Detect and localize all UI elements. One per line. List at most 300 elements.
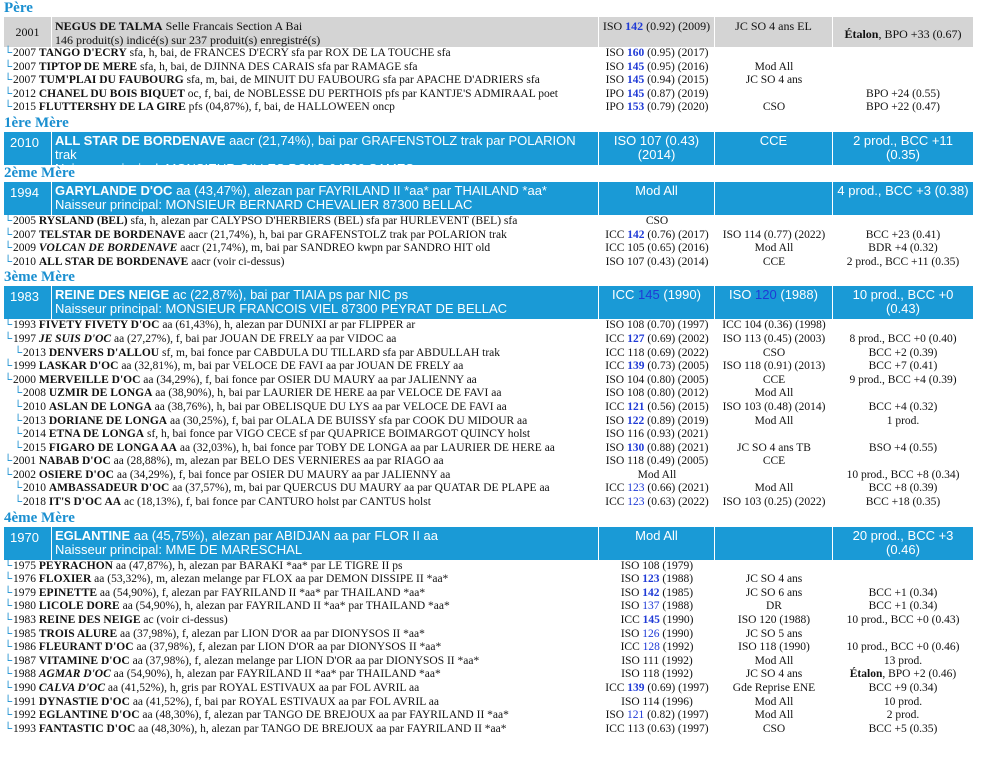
offspring-summary: 10 prod. [883,695,923,708]
horse-pedigree: aacr (21,74%), h, bai par GRAFENSTOLZ trak par POLARION trak [185,228,507,241]
index-value: 123 [627,496,645,509]
row-discipline: JC SO 4 ans [745,74,803,87]
row-index [599,723,715,737]
row-discipline: Mod All [754,482,794,495]
box-index [599,182,715,215]
horse-name-link: RYSLAND (BEL) [38,214,128,227]
horse-pedigree: sf, h, bai fonce par VIGO CECE sf par QUAPRICE BOIMARGOT QUINCY holst [144,428,531,441]
row-description [4,573,599,587]
row-discipline: ISO 118 (1990) [738,641,810,654]
horse-pedigree: aa (34,29%), f, bai fonce par OSIER DU MAURY aa par JALIENNY aa [140,373,477,386]
row-index [599,215,715,229]
tree-connector-icon: └ [4,709,13,722]
horse-pedigree: aa (54,90%), h, alezan par FAYRILAND II *aa* par THAILAND *aa* [110,668,441,681]
horse-pedigree: aa (38,76%), h, bai par OBELISQUE DU LYS aa par VELOCE DE FAVI aa [151,400,507,413]
index-label: ISO [605,74,627,87]
row-description [4,374,599,388]
index-value: 145 [638,287,660,303]
row-index [599,101,715,115]
tree-connector-icon: └ [14,346,23,359]
row-index [599,696,715,710]
row-index [599,496,715,510]
horse-name-link: DYNASTIE D'OC [38,695,130,708]
row-year: 2013 [23,346,46,359]
box-year: 1994 [4,182,52,215]
row-description [4,360,599,374]
row-year: 2008 [23,387,46,400]
tree-connector-icon: └ [4,641,13,654]
row-year: 1990 [13,682,36,694]
row-description [4,641,599,655]
row-index [599,573,715,587]
index-label: ISO 118 (1992) [621,668,693,681]
horse-name-link: EGLANTINE [55,527,131,543]
table-row [4,401,973,415]
row-index [599,360,715,374]
row-description [4,587,599,601]
row-description [4,88,599,102]
row-year: 1976 [13,573,36,586]
row-index [599,319,715,333]
table-row [4,682,973,696]
offspring-summary: 2 prod. [886,709,920,722]
row-description [4,469,599,483]
tree-connector-icon: └ [4,228,13,241]
box-name-line [55,529,595,543]
row-index [599,668,715,682]
row-discipline: JC SO 4 ans [745,573,803,586]
row-description [4,560,599,574]
row-offspring [833,482,973,496]
index-label: ISO [602,19,626,33]
row-description [4,455,599,469]
tree-connector-icon: └ [4,255,13,268]
row-index [599,641,715,655]
index-detail: (1985) [659,586,694,599]
horse-name-link: TIPTOP DE MERE [38,60,138,73]
index-detail: (0.66) (2021) [644,482,709,495]
row-index [599,256,715,270]
row-description [4,401,599,415]
row-year: 1997 [13,332,36,345]
tree-connector-icon: └ [4,586,13,599]
tree-connector-icon: └ [4,614,13,627]
table-row [4,628,973,642]
row-discipline: ISO 103 (0.25) (2022) [722,496,826,509]
row-year: 2014 [23,428,46,441]
horse-name-link: TELSTAR DE BORDENAVE [38,228,186,241]
row-discipline [715,469,833,483]
horse-name-link: FIGARO DE LONGA AA [48,441,177,454]
offspring-summary: 10 prod., BCC +0 (0.43) [852,287,954,317]
tree-connector-icon: └ [4,654,13,667]
tree-connector-icon: └ [4,87,13,100]
row-year: 1991 [13,695,36,708]
index-label: ISO [620,600,643,613]
discipline-label: ISO [729,287,756,303]
row-discipline: CCE [762,455,786,468]
row-index [599,482,715,496]
index-detail: (0.56) (2015) [644,400,709,413]
horse-name-link: JE SUIS D'OC [38,332,112,345]
horse-pedigree: aa (38,90%), h, bai par LAURIER DE HERE aa par VELOCE DE FAVI aa [152,387,502,400]
offspring-summary: 10 prod., BCC +0 (0.46) [846,641,960,654]
table-row [4,482,973,496]
box-index [599,286,715,319]
table-row [4,723,973,737]
index-value: 145 [642,614,660,627]
index-detail: (1992) [659,641,694,654]
row-year: 2012 [13,87,36,100]
tree-connector-icon: └ [14,387,23,400]
horse-name-link: UZMIR DE LONGA [48,387,153,400]
index-label: ISO 108 (0.70) (1997) [605,319,709,332]
tree-connector-icon: └ [14,414,23,427]
index-detail: (1990) [659,287,701,303]
index-value: 160 [626,47,645,59]
index-label: CSO [645,214,669,227]
row-description [4,415,599,429]
index-label: Mod All [635,182,678,198]
row-year: 2001 [13,455,36,468]
tree-connector-icon: └ [4,74,13,87]
offspring-summary: BCC +2 (0.39) [868,346,938,359]
horse-pedigree: sfa, h, bai, de DJINNA DES CARAIS sfa par RAMAGE sfa [137,60,418,73]
horse-pedigree: sfa, h, alezan par CALYPSO D'HERBIERS (BEL) sfa par HURLEVENT (BEL) sfa [127,214,518,227]
row-description [4,723,599,737]
table-row [4,655,973,669]
box-offspring [833,132,973,178]
horse-pedigree: aa (47,87%), h, alezan par BARAKI *aa* par LE TIGRE II ps [113,559,403,572]
row-year: 1986 [13,641,36,654]
row-year: 2010 [23,482,46,495]
row-offspring [833,587,973,601]
row-description [4,61,599,75]
index-value: 142 [625,19,644,33]
discipline-label: JC SO 4 ans EL [735,19,812,33]
row-year: 2018 [23,496,46,509]
box-discipline [715,132,833,178]
horse-description: ac (22,87%), bai par TIAIA ps par NIC ps [169,287,409,303]
box-name-cell [52,182,599,215]
row-index [599,455,715,469]
row-index [599,682,715,696]
index-value: 122 [626,414,645,427]
table-row [4,668,973,682]
offspring-summary: 9 prod., BCC +4 (0.39) [849,373,957,386]
horse-pedigree: aa (34,29%), f, bai fonce par OSIER DU MAURY aa par JALIENNY aa [113,468,451,481]
row-description [4,333,599,347]
row-offspring [833,229,973,243]
row-offspring [833,387,973,401]
row-discipline: CSO [762,722,786,735]
horse-pedigree: aa (54,90%), f, alezan par FAYRILAND II *aa* par THAILAND *aa* [97,586,426,599]
index-value: 123 [627,482,645,495]
section-title: 2ème Mère [4,164,75,181]
index-label: ICC 113 (0.63) (1997) [605,722,709,735]
box-name-cell [52,286,599,319]
table-row [4,455,973,469]
section-title: 4ème Mère [4,509,75,526]
index-value: 121 [626,709,645,722]
offspring-summary: , BPO +33 (0.67) [878,27,962,41]
tree-connector-icon: └ [4,600,13,613]
index-detail: (0.73) (2005) [644,360,709,373]
horse-pedigree: aa (61,43%), h, alezan par DUNIXI ar par FLIPPER ar [159,319,416,332]
horse-description: aacr (21,74%), bai par GRAFENSTOLZ trak par POLARION trak [55,132,576,162]
row-discipline: ISO 120 (1988) [737,614,811,627]
offspring-summary: BCC +5 (0.35) [868,722,938,735]
row-offspring [833,319,973,333]
offspring-summary: 10 prod., BCC +0 (0.43) [846,614,960,627]
status-label: Étalon [849,668,883,681]
horse-pedigree: aacr (21,74%), m, bai par SANDREO kwpn par SANDRO HIT old [177,242,491,255]
row-offspring [833,347,973,361]
tree-connector-icon: └ [14,400,23,413]
horse-pedigree: aa (48,30%), f, alezan par TANGO DE BREJOUX aa par FAYRILAND II *aa* [139,709,509,722]
horse-name-link: FLUTTERSHY DE LA GIRE [38,101,186,114]
index-detail: (0.69) (2002) [644,332,709,345]
row-offspring [833,374,973,388]
index-label: ISO [620,573,643,586]
table-row [4,696,973,710]
tree-connector-icon: └ [14,496,23,509]
index-label: ICC [605,332,628,345]
row-index [599,333,715,347]
row-year: 1992 [13,709,36,722]
status-label: Étalon [844,27,879,41]
row-discipline: ISO 114 (0.77) (2022) [722,228,826,241]
row-offspring [833,401,973,415]
table-row [4,614,973,628]
offspring-summary: BCC +9 (0.34) [868,682,938,694]
row-discipline: CCE [762,255,786,268]
row-offspring [833,455,973,469]
tree-connector-icon: └ [4,60,13,73]
horse-pedigree: aa (53,32%), m, alezan melange par FLOX aa par DEMON DISSIPE II *aa* [91,573,449,586]
row-offspring [833,560,973,574]
index-label: ISO 108 (0.80) (2012) [605,387,709,400]
offspring-summary: 13 prod. [883,654,923,667]
row-offspring [833,242,973,256]
horse-name-link: VITAMINE D'OC [38,654,130,667]
box-breeder: 146 produit(s) indicé(s) sur 237 produit(s) enregistré(s) [55,33,321,47]
table-row [4,573,973,587]
horse-description: Selle Francais Section A Bai [162,19,303,33]
row-discipline: JC SO 4 ans TB [737,441,811,454]
tree-connector-icon: └ [4,101,13,114]
box-discipline [715,286,833,319]
index-value: 142 [627,228,645,241]
horse-pedigree: sf, m, bai fonce par CABDULA DU TILLARD sfa par ABDULLAH trak [159,346,500,359]
row-offspring [833,74,973,88]
row-year: 1975 [13,559,36,572]
horse-name-link: ASLAN DE LONGA [48,400,152,413]
box-index [599,132,715,178]
row-discipline: JC SO 4 ans [745,668,803,681]
index-label: ISO 118 (0.49) (2005) [605,455,709,468]
index-label: ISO 107 (0.43) (2014) [613,132,700,162]
tree-connector-icon: └ [4,360,13,373]
row-offspring [833,682,973,696]
row-discipline: JC SO 5 ans [745,627,803,640]
offspring-summary: BPO +22 (0.47) [866,101,940,114]
horse-description: aa (45,75%), alezan par ABIDJAN aa par FLOR II aa [130,527,438,543]
row-discipline: ISO 113 (0.45) (2003) [722,332,826,345]
offspring-summary: 20 prod., BCC +3 (0.46) [852,527,954,557]
row-discipline: Mod All [754,242,794,255]
index-value: 139 [627,682,645,694]
row-discipline: Mod All [754,709,794,722]
table-row [4,469,973,483]
row-year: 2013 [23,414,46,427]
offspring-summary: BDR +4 (0.32) [868,242,938,255]
box-year: 1983 [4,286,52,319]
index-label: ISO 104 (0.80) (2005) [605,373,709,386]
tree-connector-icon: └ [4,627,13,640]
row-offspring [833,101,973,115]
index-label: ISO [605,60,627,73]
index-value: 137 [642,600,660,613]
tree-connector-icon: └ [4,47,13,59]
tree-connector-icon: └ [14,428,23,441]
index-value: 130 [626,441,645,454]
tree-connector-icon: └ [4,242,13,255]
row-description [4,668,599,682]
horse-name-link: FLOXIER [38,573,92,586]
offspring-summary: BCC +7 (0.41) [868,360,938,373]
table-row [4,101,973,115]
row-discipline: CSO [762,346,786,359]
table-row [4,641,973,655]
row-index [599,614,715,628]
horse-pedigree: aacr (voir ci-dessus) [188,255,285,268]
row-index [599,229,715,243]
horse-name-link: FANTASTIC D'OC [38,722,136,735]
index-label: ICC [605,682,628,694]
row-offspring [833,415,973,429]
row-year: 1983 [13,614,36,627]
row-year: 2009 [13,242,36,255]
horse-name-link: LASKAR D'OC [38,360,119,373]
box-name-line [55,19,595,33]
row-year: 1988 [13,668,36,681]
row-discipline [715,560,833,574]
row-discipline [715,428,833,442]
offspring-summary: BCC +1 (0.34) [868,600,938,613]
tree-connector-icon: └ [14,482,23,495]
index-label: ICC [620,641,643,654]
index-value: 126 [642,627,660,640]
horse-name-link: DENVERS D'ALLOU [48,346,160,359]
row-offspring [833,88,973,102]
row-index [599,469,715,483]
row-discipline: Mod All [754,695,794,708]
tree-connector-icon: └ [4,373,13,386]
horse-name-link: AGMAR D'OC [38,668,111,681]
table-row [4,215,973,229]
row-discipline [715,88,833,102]
horse-pedigree: aa (37,98%), f, alezan par LION D'OR aa par DIONYSOS II *aa* [133,641,442,654]
index-value: 127 [627,332,645,345]
index-label: ICC [605,496,628,509]
horse-description: aa (43,47%), alezan par FAYRILAND II *aa* par THAILAND *aa* [172,182,547,198]
tree-connector-icon: └ [4,722,13,735]
row-year: 2007 [13,228,36,241]
row-description [4,47,599,61]
index-value: 145 [626,74,645,87]
index-label: ICC 118 (0.69) (2022) [605,346,709,359]
row-discipline [715,215,833,229]
horse-pedigree: sfa, h, bai, de FRANCES D'ECRY sfa par ROX DE LA TOUCHE sfa [126,47,451,59]
horse-name-link: TUM'PLAI DU FAUBOURG [38,74,184,87]
tree-connector-icon: └ [4,573,13,586]
row-description [4,256,599,270]
horse-name-link: IT'S D'OC AA [48,496,122,509]
index-label: ICC [605,360,628,373]
horse-pedigree: aa (27,27%), f, bai par JOUAN DE FRELY aa par VIDOC aa [111,332,397,345]
row-index [599,74,715,88]
row-index [599,387,715,401]
row-year: 2010 [23,400,46,413]
horse-pedigree: aa (41,52%), h, gris par ROYAL ESTIVAUX aa par FOL AVRIL aa [105,682,420,694]
horse-name-link: FIVETY FIVETY D'OC [38,319,160,332]
index-detail: (0.63) (2022) [644,496,709,509]
horse-name-link: REINE DES NEIGE [38,614,141,627]
row-offspring [833,628,973,642]
index-label: ISO [605,709,627,722]
horse-name-link: ALL STAR DE BORDENAVE [38,255,189,268]
horse-pedigree: aa (48,30%), h, alezan par TANGO DE BREJOUX aa par FAYRILAND II *aa* [135,722,507,735]
index-detail: (0.89) (2019) [644,414,709,427]
index-label: ISO [605,414,627,427]
row-year: 2010 [13,255,36,268]
box-name-cell [52,527,599,560]
discipline-value: 120 [755,287,777,303]
row-offspring [833,333,973,347]
horse-name-link: ETNA DE LONGA [48,428,145,441]
row-index [599,401,715,415]
index-value: 128 [642,641,660,654]
index-detail: (0.95) (2017) [644,47,709,59]
row-discipline: ISO 118 (0.91) (2013) [722,360,826,373]
box-name-line [55,184,595,198]
horse-name-link: GARYLANDE D'OC [55,182,173,198]
row-offspring [833,215,973,229]
box-index [599,17,715,49]
horse-pedigree: aa (37,98%), f, alezan par LION D'OR aa par DIONYSOS II *aa* [117,627,425,640]
horse-pedigree: aa (54,90%), h, alezan par FAYRILAND II *aa* par THAILAND *aa* [119,600,450,613]
index-detail: (0.76) (2017) [644,228,709,241]
section-title: Père [4,0,33,16]
horse-pedigree: aa (32,81%), m, bai par VELOCE DE FAVI aa par JOUAN DE FRELY aa [118,360,464,373]
row-description [4,319,599,333]
table-row [4,560,973,574]
index-label: ISO 116 (0.93) (2021) [605,428,709,441]
index-detail: (0.87) (2019) [644,87,709,100]
offspring-summary: BCC +8 (0.39) [868,482,938,495]
table-row [4,415,973,429]
row-year: 1980 [13,600,36,613]
horse-name-link: NABAB D'OC [38,455,111,468]
horse-name-link: TANGO D'ECRY [38,47,127,59]
row-description [4,101,599,115]
row-offspring [833,655,973,669]
table-row [4,428,973,442]
row-discipline: Mod All [754,60,794,73]
row-offspring [833,573,973,587]
box-breeder: Naisseur principal: MONSIEUR GILLES PONS 64520 SAMES [55,160,415,176]
